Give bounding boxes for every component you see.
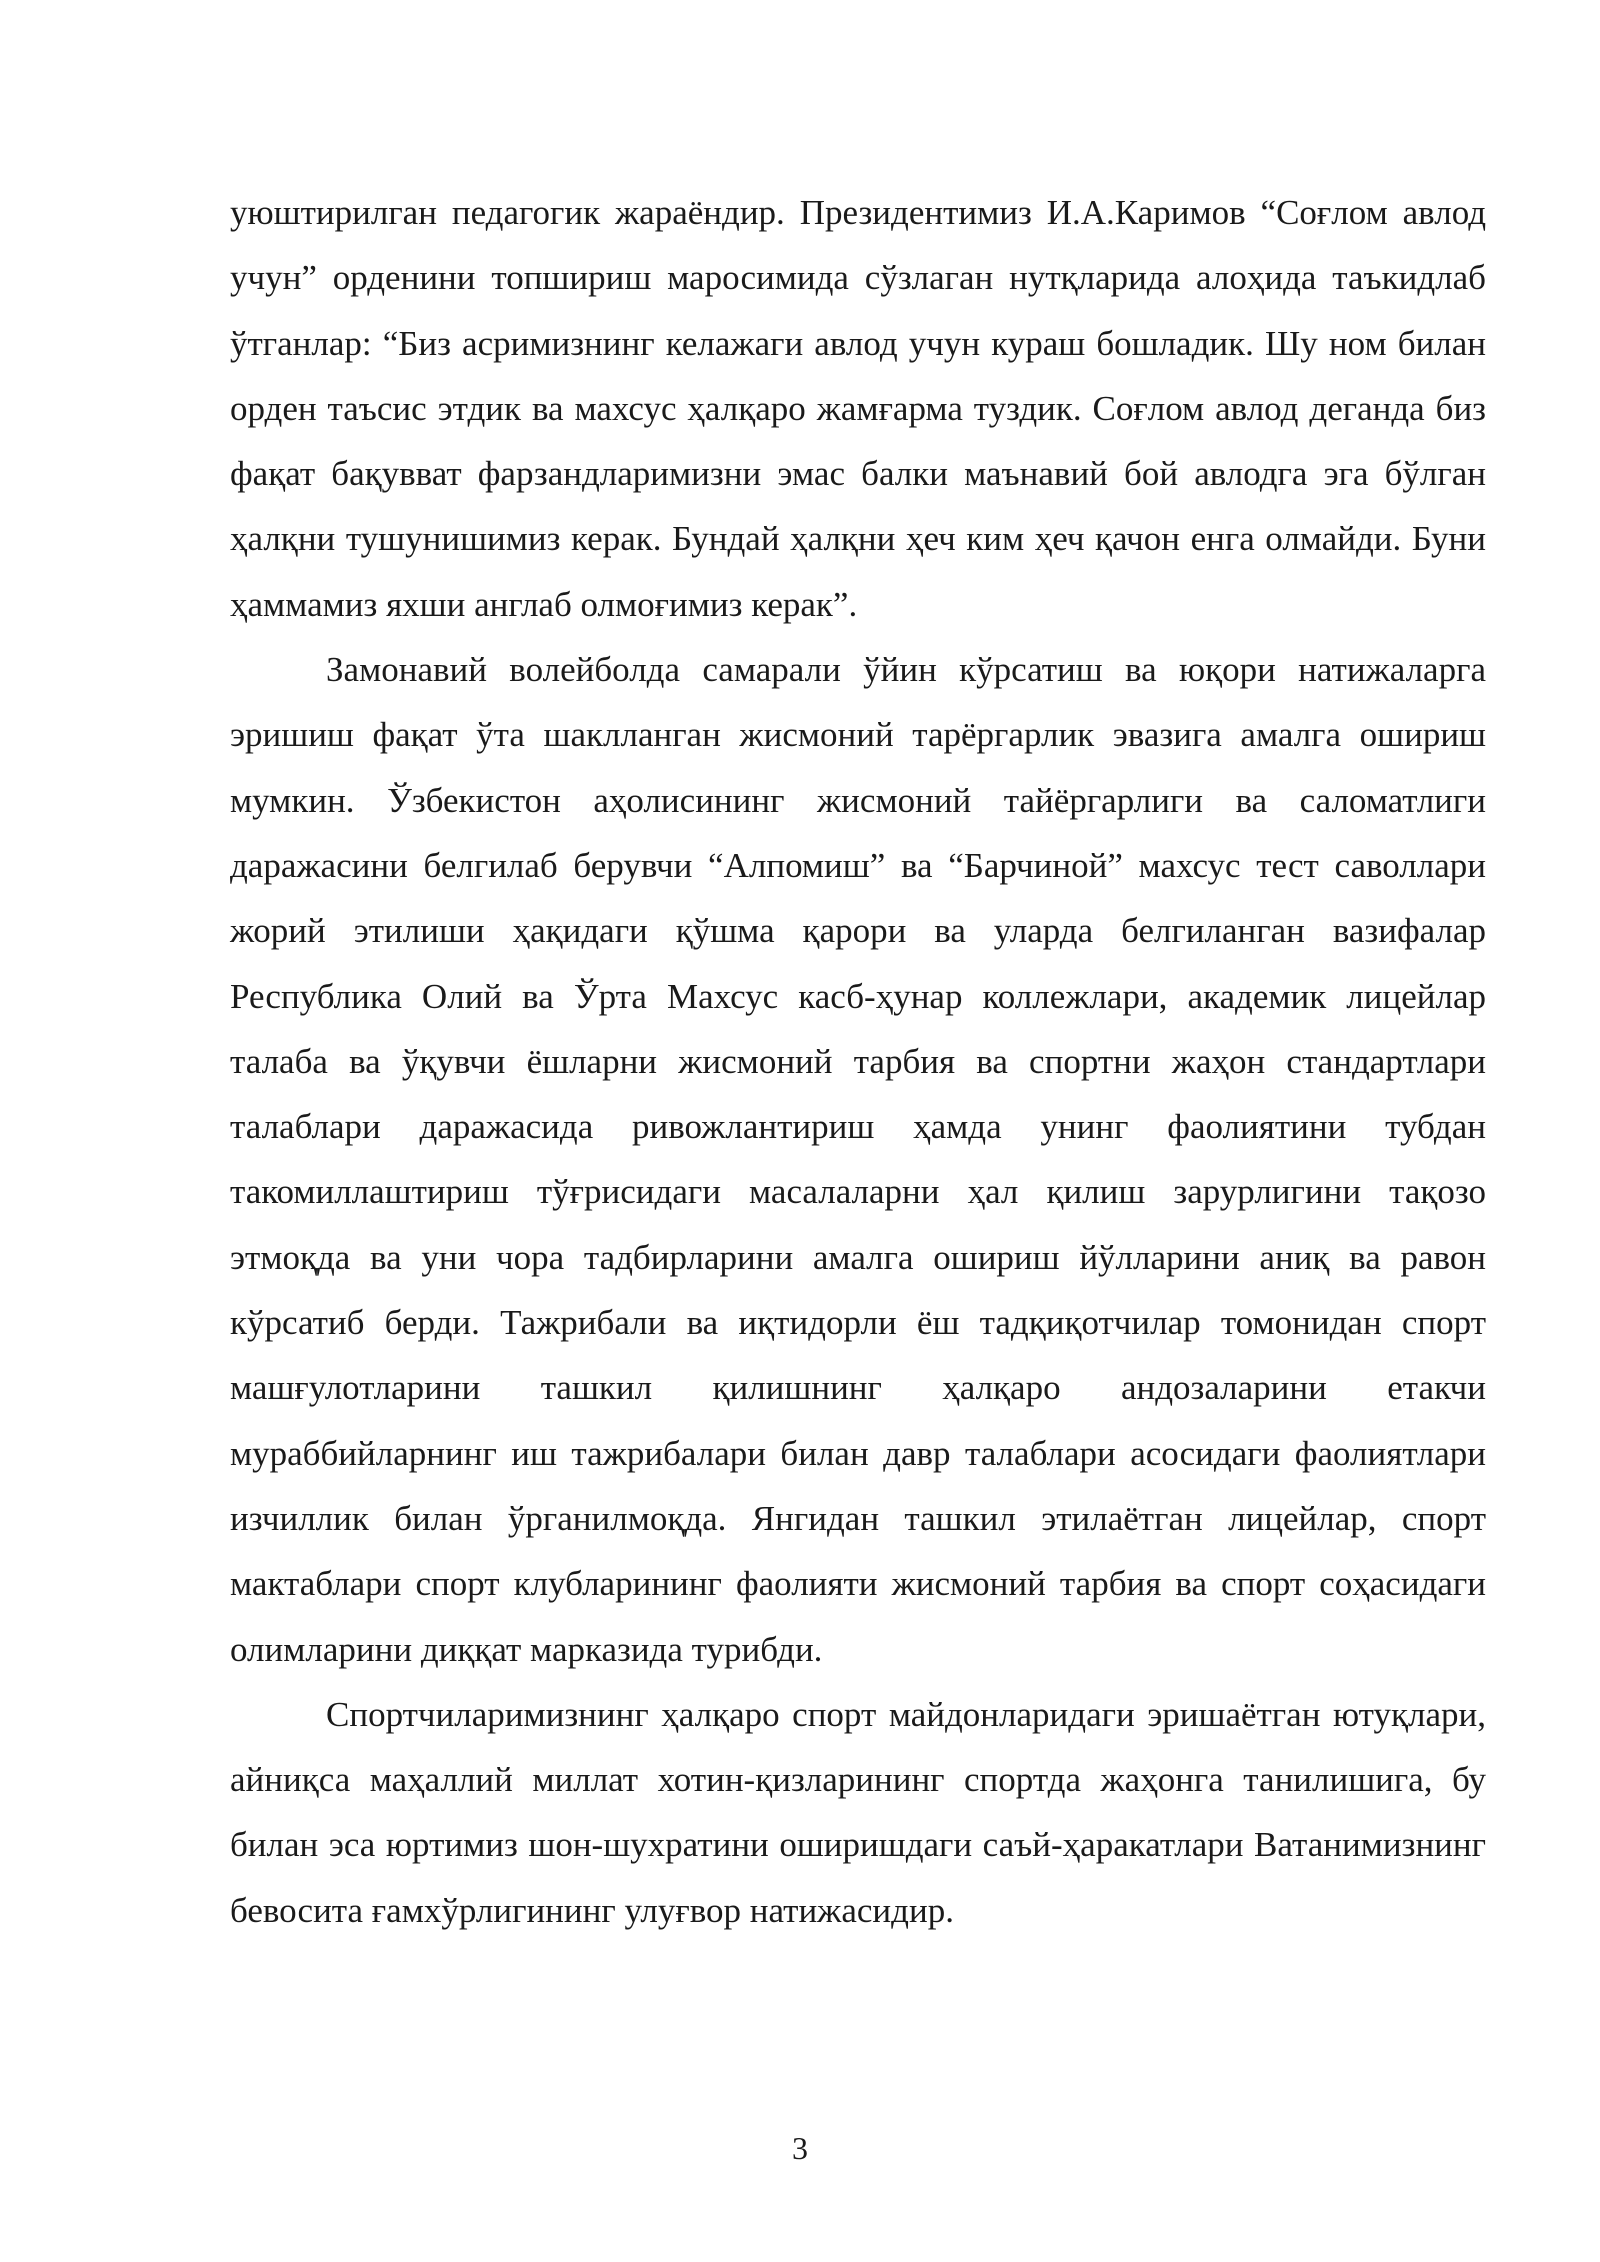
page-number: 3 (792, 2130, 808, 2166)
body-text (230, 180, 1486, 1943)
paragraph-1: уюштирилган педагогик жараёндир. Президентимиз И.А.Каримов “Соғлом авлод учун” орденини топшириш маросимида сўзлаган нутқларида алоҳида таъкидлаб ўтганлар: “Биз асримизнинг келажаги авлод учун кураш бошладик. Шу ном билан орден таъсис этдик ва махсус ҳалқаро жамғарма туздик. Соғлом авлод деганда биз фақат бақувват фарзандларимизни эмас балки маънавий бой авлодга эга бўлган ҳалқни тушунишимиз керак. Бундай ҳалқни ҳеч ким ҳеч қачон енга олмайди. Буни ҳаммамиз яхши англаб олмоғимиз керак”. (230, 193, 1486, 624)
paragraph-3: Спортчиларимизнинг ҳалқаро спорт майдонларидаги эришаётган ютуқлари, айниқса маҳаллий миллат хотин-қизларининг спортда жаҳонга танилишига, бу билан эса юртимиз шон-шухратини оширишдаги саъй-ҳаракатлари Ватанимизнинг бевосита ғамхўрлигининг улуғвор натижасидир. (230, 1694, 1486, 1930)
paragraph-2: Замонавий волейболда самарали ўйин кўрсатиш ва юқори натижаларга эришиш фақат ўта шаклланган жисмоний тарёргарлик эвазига амалга ошириш мумкин. Ўзбекистон аҳолисининг жисмоний тайёргарлиги ва саломатлиги даражасини белгилаб берувчи “Алпомиш” ва “Барчиной” махсус тест саволлари жорий этилиши ҳақидаги қўшма қарори ва уларда белгиланган вазифалар Республика Олий ва Ўрта Махсус касб-ҳунар коллежлари, академик лицейлар талаба ва ўқувчи ёшларни жисмоний тарбия ва спортни жаҳон стандартлари талаблари даражасида ривожлантириш ҳамда унинг фаолиятини тубдан такомиллаштириш тўғрисидаги масалаларни ҳал қилиш зарурлигини тақозо этмоқда ва уни чора тадбирларини амалга ошириш йўлларини аниқ ва равон кўрсатиб берди. Тажрибали ва иқтидорли ёш тадқиқотчилар томонидан спорт машғулотларини ташкил қилишнинг ҳалқаро андозаларини етакчи мураббийларнинг иш тажрибалари билан давр талаблари асосидаги фаолиятлари изчиллик билан ўрганилмоқда. Янгидан ташкил этилаётган лицейлар, спорт мактаблари спорт клубларининг фаолияти жисмоний тарбия ва спорт соҳасидаги олимларини диққат марказида турибди. (230, 650, 1486, 1669)
